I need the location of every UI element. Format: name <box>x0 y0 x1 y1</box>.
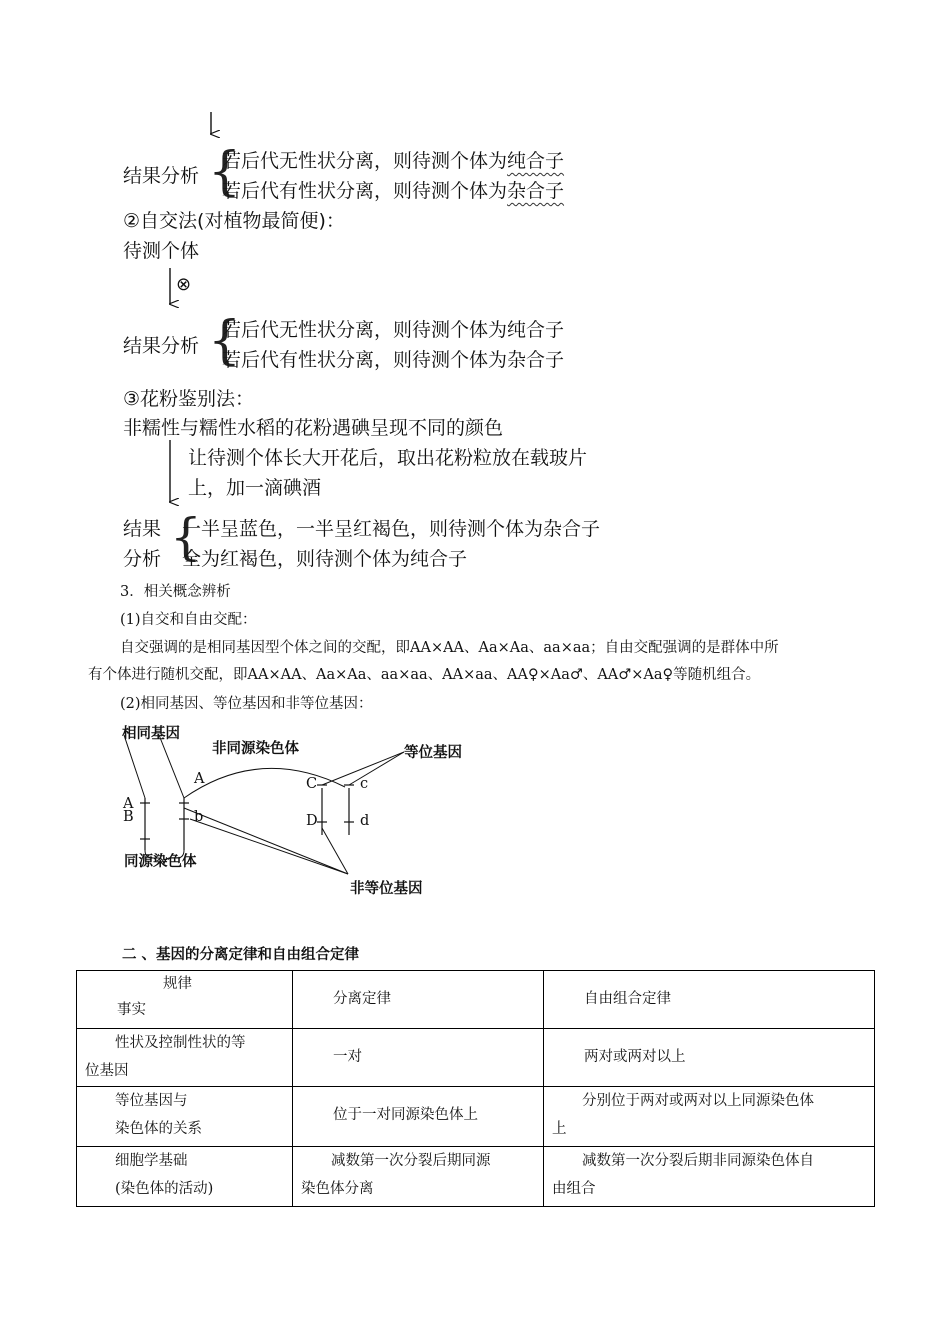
selfing-brace: { <box>208 311 242 371</box>
law-table <box>76 970 875 1207</box>
test-cross-case-pure: 若后代无性状分离，则待测个体为纯合子 <box>222 150 565 172</box>
selfing-subject: 待测个体 <box>123 240 200 262</box>
pollen-title: ③花粉鉴别法： <box>123 388 255 410</box>
gene-A-right: A <box>194 771 205 787</box>
gene-C: C <box>306 776 318 792</box>
table-header-row <box>77 971 875 1029</box>
gene-D: D <box>306 813 318 829</box>
pollen-case-hetero: 一半呈蓝色，一半呈红褐色，则待测个体为杂合子 <box>182 518 601 540</box>
concepts-item1-title: (1)自交和自由交配： <box>120 612 257 628</box>
gene-d: d <box>360 813 370 829</box>
test-cross-case-hetero: 若后代有性状分离，则待测个体为杂合子 <box>222 180 565 202</box>
selfing-title: ②自交法(对植物最简便)： <box>123 210 345 232</box>
gene-c: c <box>360 776 369 792</box>
selfing-case-hetero: 若后代有性状分离，则待测个体为杂合子 <box>222 349 565 371</box>
pollen-result-label-1: 结果 <box>123 518 162 540</box>
label-same-gene: 相同基因 <box>122 726 180 742</box>
pollen-premise: 非糯性与糯性水稻的花粉遇碘呈现不同的颜色 <box>123 417 504 439</box>
table-row: 等位基因与 染色体的关系 位于一对同源染色体上 分别位于两对或两对以上同源染色体 上 <box>77 1087 875 1147</box>
section2-title: 二 、基因的分离定律和自由组合定律 <box>122 947 360 963</box>
selfing-case-pure: 若后代无性状分离，则待测个体为纯合子 <box>222 319 565 341</box>
pollen-brace: { <box>170 508 202 566</box>
gene-b-right: b <box>194 809 204 825</box>
label-allele: 等位基因 <box>404 745 462 761</box>
selfing-symbol: ⊗ <box>176 274 192 295</box>
pollen-result-label-2: 分析 <box>123 548 162 570</box>
pollen-case-pure: 全为红褐色，则待测个体为纯合子 <box>182 548 468 570</box>
test-cross-brace: { <box>208 142 242 202</box>
table-row: 性状及控制性状的等 位基因 一对 两对或两对以上 <box>77 1029 875 1087</box>
gene-A-left: A <box>123 796 134 812</box>
label-nonhomologous: 非同源染色体 <box>212 741 299 757</box>
pollen-step-line1: 让待测个体长大开花后，取出花粉粒放在载玻片 <box>188 447 588 469</box>
pollen-step-line2: 上，加一滴碘酒 <box>188 477 322 499</box>
selfing-result-label: 结果分析 <box>123 335 200 357</box>
concepts-item1-line2: 有个体进行随机交配，即AA×AA、Aa×Aa、aa×aa、AA×aa、AA♀×Aa♂、AA♂×Aa♀等随机组合。 <box>88 667 761 683</box>
test-cross-result-label: 结果分析 <box>123 165 200 187</box>
table-header-separation: 分离定律 <box>293 971 544 1029</box>
table-corner-cell: 规律 事实 <box>77 971 293 1029</box>
label-homologous: 同源染色体 <box>124 854 197 870</box>
gene-B-left: B <box>123 809 134 825</box>
concepts-item1-line1: 自交强调的是相同基因型个体之间的交配，即AA×AA、Aa×Aa、aa×aa；自由交配强调的是群体中所 <box>120 640 779 656</box>
label-nonallele: 非等位基因 <box>350 881 423 897</box>
concepts-item2-title: (2)相同基因、等位基因和非等位基因： <box>120 696 373 712</box>
table-header-independent: 自由组合定律 <box>544 971 875 1029</box>
table-row: 细胞学基础 (染色体的活动) 减数第一次分裂后期同源 染色体分离 减数第一次分裂后期非同源染色体自 由组合 <box>77 1147 875 1207</box>
concepts-heading: 3．相关概念辨析 <box>120 584 231 600</box>
